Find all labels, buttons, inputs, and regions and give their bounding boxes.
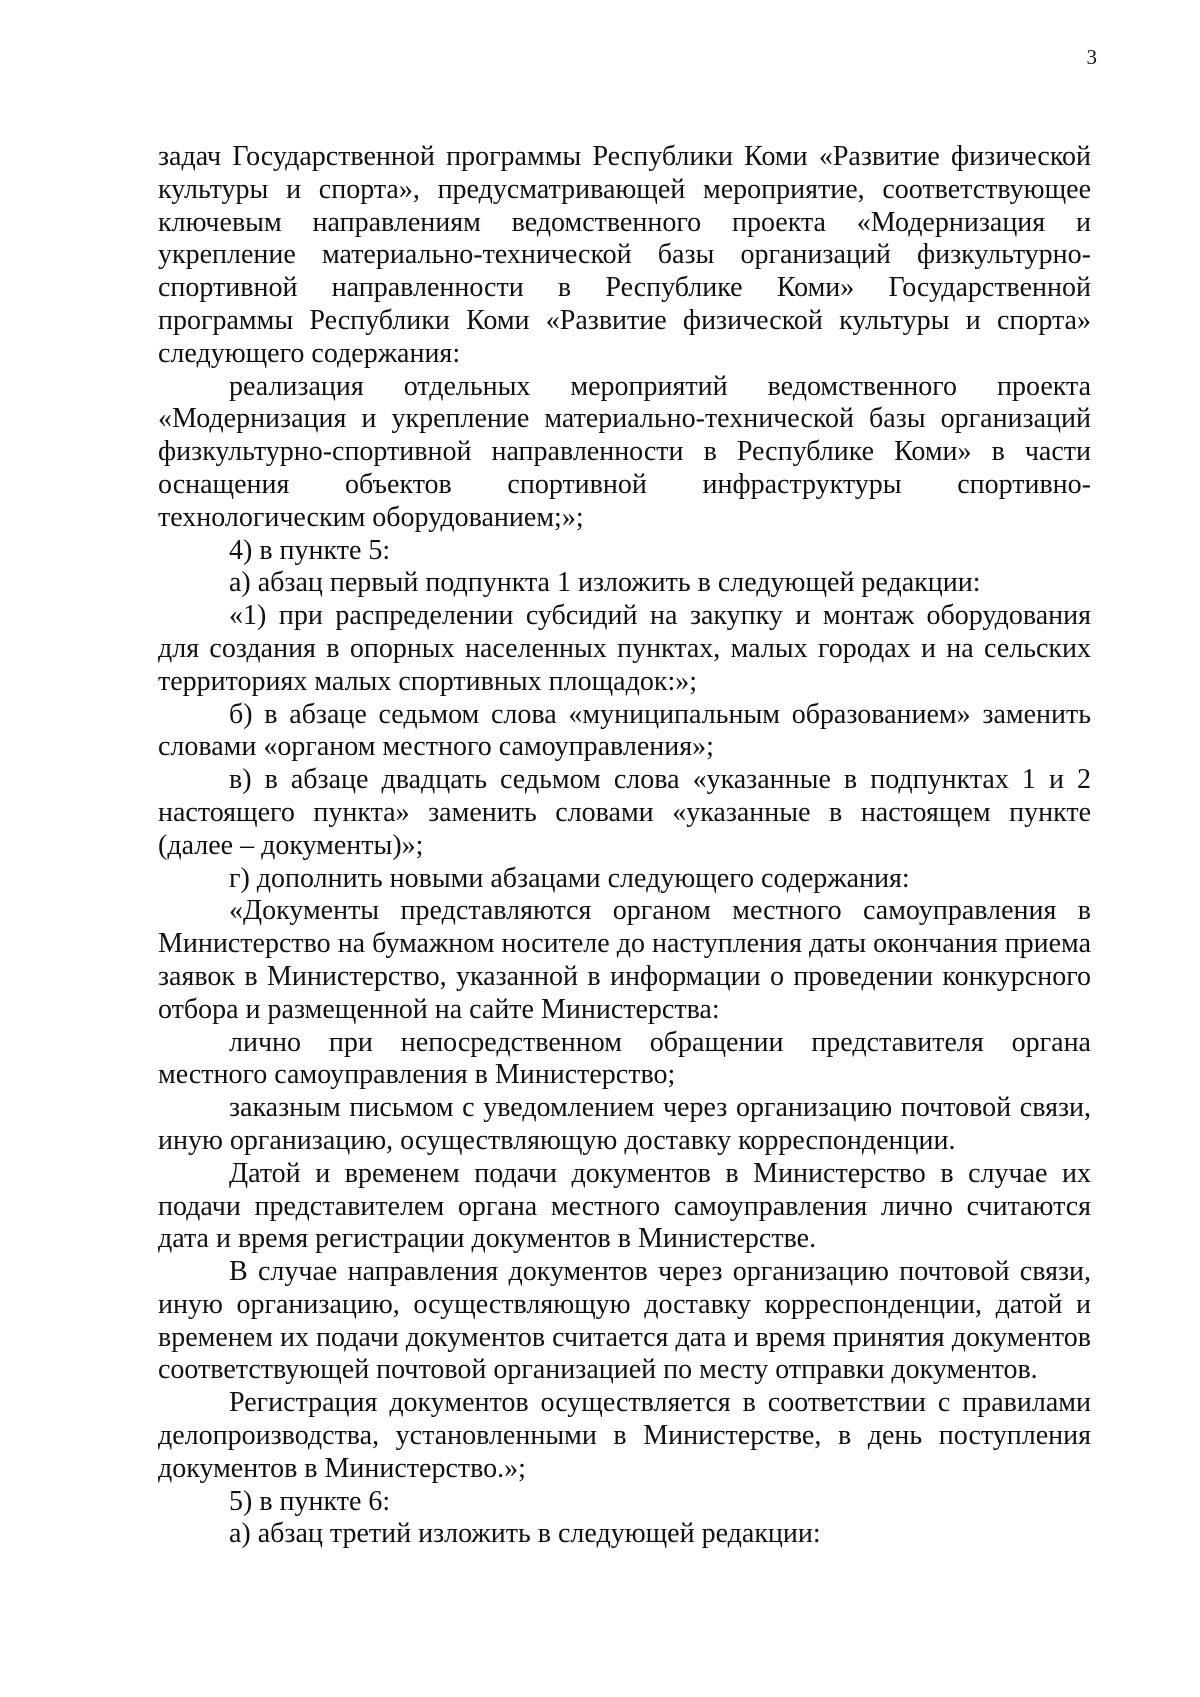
paragraph: а) абзац третий изложить в следующей редакции:: [229, 1518, 821, 1550]
paragraph: г) дополнить новыми абзацами следующего содержания:: [229, 862, 910, 894]
paragraph: «Документы представляются органом местного самоуправления в Министерство на бумажном носителе до наступления даты окончания приема заявок в Министерство, указанной в информации о проведении конкурсного отбора и размещенной на сайте Министерства:: [158, 895, 1091, 1025]
paragraph: Датой и временем подачи документов в Министерство в случае их подачи представителем органа местного самоуправления лично считаются дата и время регистрации документов в Министерстве.: [158, 1157, 1091, 1255]
paragraph: Регистрация документов осуществляется в соответствии с правилами делопроизводства, установленными в Министерстве, в день поступления документов в Министерство.»;: [158, 1387, 1091, 1484]
paragraph: «1) при распределении субсидий на закупку и монтаж оборудования для создания в опорных населенных пунктах, малых городах и на сельских территориях малых спортивных площадок:»;: [158, 600, 1091, 697]
paragraph: в) в абзаце двадцать седьмом слова «указанные в подпунктах 1 и 2 настоящего пункта» заменить словами «указанные в настоящем пункте (далее – документы)»;: [158, 764, 1091, 861]
paragraph: В случае направления документов через организацию почтовой связи, иную организацию, осуществляющую доставку корреспонденции, датой и временем их подачи документов считается дата и время принятия документов соответствующей почтовой организацией по месту отправки документов.: [158, 1256, 1091, 1386]
page-number: 3: [1086, 45, 1097, 69]
paragraph: б) в абзаце седьмом слова «муниципальным образованием» заменить словами «органом местного самоуправления»;: [158, 698, 1091, 763]
paragraph: реализация отдельных мероприятий ведомственного проекта «Модернизация и укрепление материально-технической базы организаций физкультурно-спортивной направленности в Республике Коми» в части оснащения объектов спортивной инфраструктуры спортивно-технологическим оборудованием;»;: [158, 370, 1091, 533]
paragraph: 4) в пункте 5:: [229, 534, 391, 566]
document-body: [158, 141, 1091, 1551]
paragraph: 5) в пункте 6:: [229, 1485, 391, 1517]
paragraph: а) абзац первый подпункта 1 изложить в следующей редакции:: [229, 567, 981, 599]
paragraph: задач Государственной программы Республики Коми «Развитие физической культуры и спорта», предусматривающей мероприятие, соответствующее ключевым направлениям ведомственного проекта «Модернизация и укрепление материально-технической базы организаций физкультурно-спортивной направленности в Республике Коми» Государственной программы Республики Коми «Развитие физической культуры и спорта» следующего содержания:: [158, 141, 1091, 369]
paragraph: лично при непосредственном обращении представителя органа местного самоуправления в Министерство;: [158, 1026, 1091, 1091]
paragraph: заказным письмом с уведомлением через организацию почтовой связи, иную организацию, осуществляющую доставку корреспонденции.: [158, 1092, 1091, 1156]
